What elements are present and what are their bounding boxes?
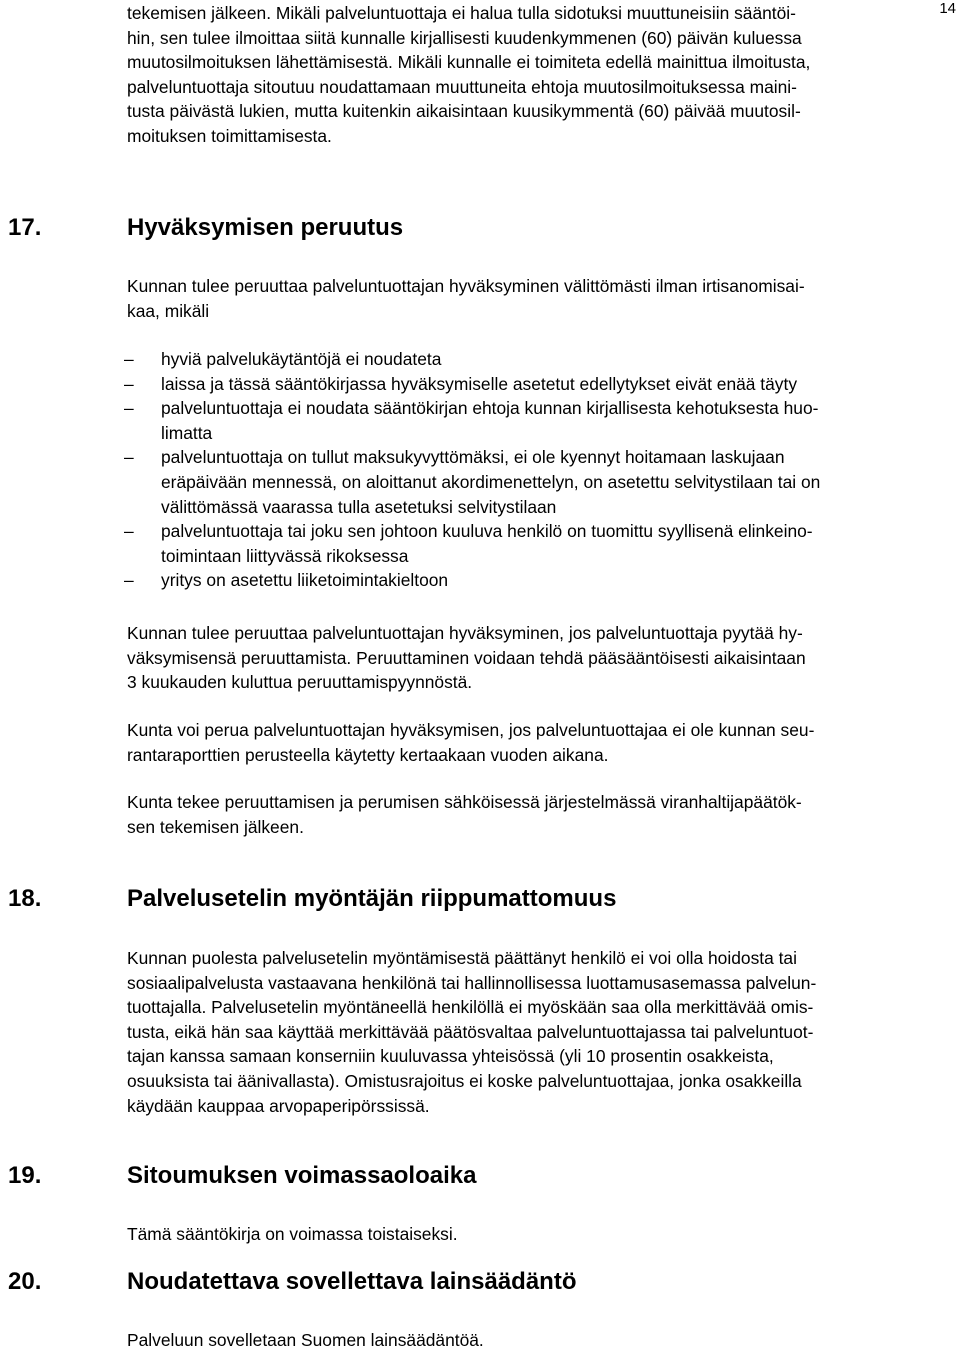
text-line: limatta (161, 422, 213, 443)
text-line: väksymisensä peruuttamista. Peruuttaminen voidaan tehdä pääsääntöisesti aikaisintaan (127, 647, 806, 668)
section-title: Palvelusetelin myöntäjän riippumattomuus (127, 885, 617, 912)
section-17-paragraph (127, 621, 957, 695)
text-line: hin, sen tulee ilmoittaa siitä kunnalle kirjallisesti kuudenkymmenen (60) päivän kuluessa (127, 27, 802, 48)
section-19-paragraph (127, 1222, 957, 1247)
section-number: 19. (8, 1162, 42, 1189)
list-item (124, 519, 958, 568)
text-line: palveluntuottaja ei noudata sääntökirjan ehtoja kunnan kirjallisesta kehotuksesta huo- (161, 398, 819, 419)
section-title: Hyväksymisen peruutus (127, 214, 404, 241)
text-line: kaa, mikäli (127, 300, 210, 321)
text-line: rantaraporttien perusteella käytetty kertaakaan vuoden aikana. (127, 744, 609, 765)
text-line: tusta päivästä lukien, mutta kuitenkin aikaisintaan kuusikymmentä (60) päivää muutosil- (127, 101, 801, 122)
text-line: Kunnan tulee peruuttaa palveluntuottajan hyväksyminen, jos palveluntuottaja pyytää hy- (127, 623, 803, 643)
text-line: osuuksista tai äänivallasta). Omistusrajoitus ei koske palveluntuottajaa, jonka osakkeilla (127, 1070, 802, 1091)
bullet-dash: – (124, 521, 134, 542)
text-line: Tämä sääntökirja on voimassa toistaiseksi. (127, 1224, 458, 1244)
text-line: sosiaalipalvelusta vastaavana henkilönä tai hallinnollisessa luottamusasemassa palvelun- (127, 972, 817, 993)
text-line: palveluntuottaja tai joku sen johtoon kuuluva henkilö on tuomittu syyllisenä elinkeino- (161, 521, 813, 542)
text-line: tusta, eikä hän saa käyttää merkittävää päätösvaltaa palveluntuottajassa tai palveluntuot- (127, 1021, 814, 1042)
list-item (124, 445, 958, 519)
list-item (124, 372, 958, 397)
text-line: välittömässä vaarassa tulla asetetuksi selvitystilaan (161, 496, 557, 517)
text-line: sen tekemisen jälkeen. (127, 816, 304, 837)
section-17-paragraph (127, 718, 957, 767)
text-line: laissa ja tässä sääntökirjassa hyväksymiselle asetetut edellytykset eivät enää täyty (161, 373, 798, 394)
bullet-dash: – (124, 398, 134, 419)
section-20-paragraph (127, 1328, 957, 1353)
revocation-conditions-list (124, 347, 958, 593)
section-number: 17. (8, 214, 42, 241)
section-title: Noudatettava sovellettava lainsäädäntö (127, 1268, 577, 1295)
section-17-paragraph (127, 790, 957, 839)
list-item (124, 347, 958, 372)
text-line: palveluntuottaja on tullut maksukyvyttömäksi, ei ole kyennyt hoitamaan laskujaan (161, 447, 785, 468)
section-number: 20. (8, 1268, 42, 1295)
text-line: hyviä palvelukäytäntöjä ei noudateta (161, 349, 442, 369)
text-line: Kunnan tulee peruuttaa palveluntuottajan hyväksyminen välittömästi ilman irtisanomisai- (127, 276, 805, 296)
section-title: Sitoumuksen voimassaoloaika (127, 1162, 477, 1189)
text-line: palveluntuottaja sitoutuu noudattamaan muuttuneita ehtoja muutosilmoituksessa maini- (127, 76, 797, 97)
text-line: tekemisen jälkeen. Mikäli palveluntuottaja ei halua tulla sidotuksi muuttuneisiin sääntöi- (127, 3, 796, 23)
page-number: 14 (939, 0, 956, 17)
text-line: Kunta voi perua palveluntuottajan hyväksymisen, jos palveluntuottajaa ei ole kunnan seu- (127, 720, 815, 740)
section-17-lead (127, 274, 957, 323)
bullet-dash: – (124, 349, 134, 369)
text-line: käydään kauppaa arvopaperipörssissä. (127, 1095, 430, 1116)
text-line: tuottajalla. Palvelusetelin myöntäneellä henkilöllä ei myöskään saa olla merkittävää omis- (127, 997, 814, 1018)
bullet-dash: – (124, 447, 134, 468)
text-line: Palveluun sovelletaan Suomen lainsäädäntöä. (127, 1330, 484, 1350)
text-line: moituksen toimittamisesta. (127, 125, 332, 146)
text-line: Kunnan puolesta palvelusetelin myöntämisestä päättänyt henkilö ei voi olla hoidosta tai (127, 948, 797, 968)
text-line: yritys on asetettu liiketoimintakieltoon (161, 570, 449, 591)
text-line: 3 kuukauden kuluttua peruuttamispyynnöstä. (127, 672, 473, 693)
intro-paragraph (127, 1, 957, 149)
list-item (124, 568, 958, 593)
section-number: 18. (8, 885, 42, 912)
list-item (124, 396, 958, 445)
text-line: eräpäivään mennessä, on aloittanut akordimenettelyn, on asetettu selvitystilaan tai on (161, 471, 821, 492)
text-line: muutosilmoituksen lähettämisestä. Mikäli kunnalle ei toimiteta edellä mainittua ilmoitusta, (127, 52, 811, 73)
section-18-paragraph (127, 946, 957, 1118)
text-line: toimintaan liittyvässä rikoksessa (161, 545, 409, 566)
bullet-dash: – (124, 570, 134, 591)
text-line: Kunta tekee peruuttamisen ja perumisen sähköisessä järjestelmässä viranhaltijapäätök- (127, 792, 802, 812)
text-line: tajan kanssa samaan konserniin kuuluvassa yhteisössä (yli 10 prosentin osakkeista, (127, 1046, 774, 1067)
bullet-dash: – (124, 373, 134, 394)
